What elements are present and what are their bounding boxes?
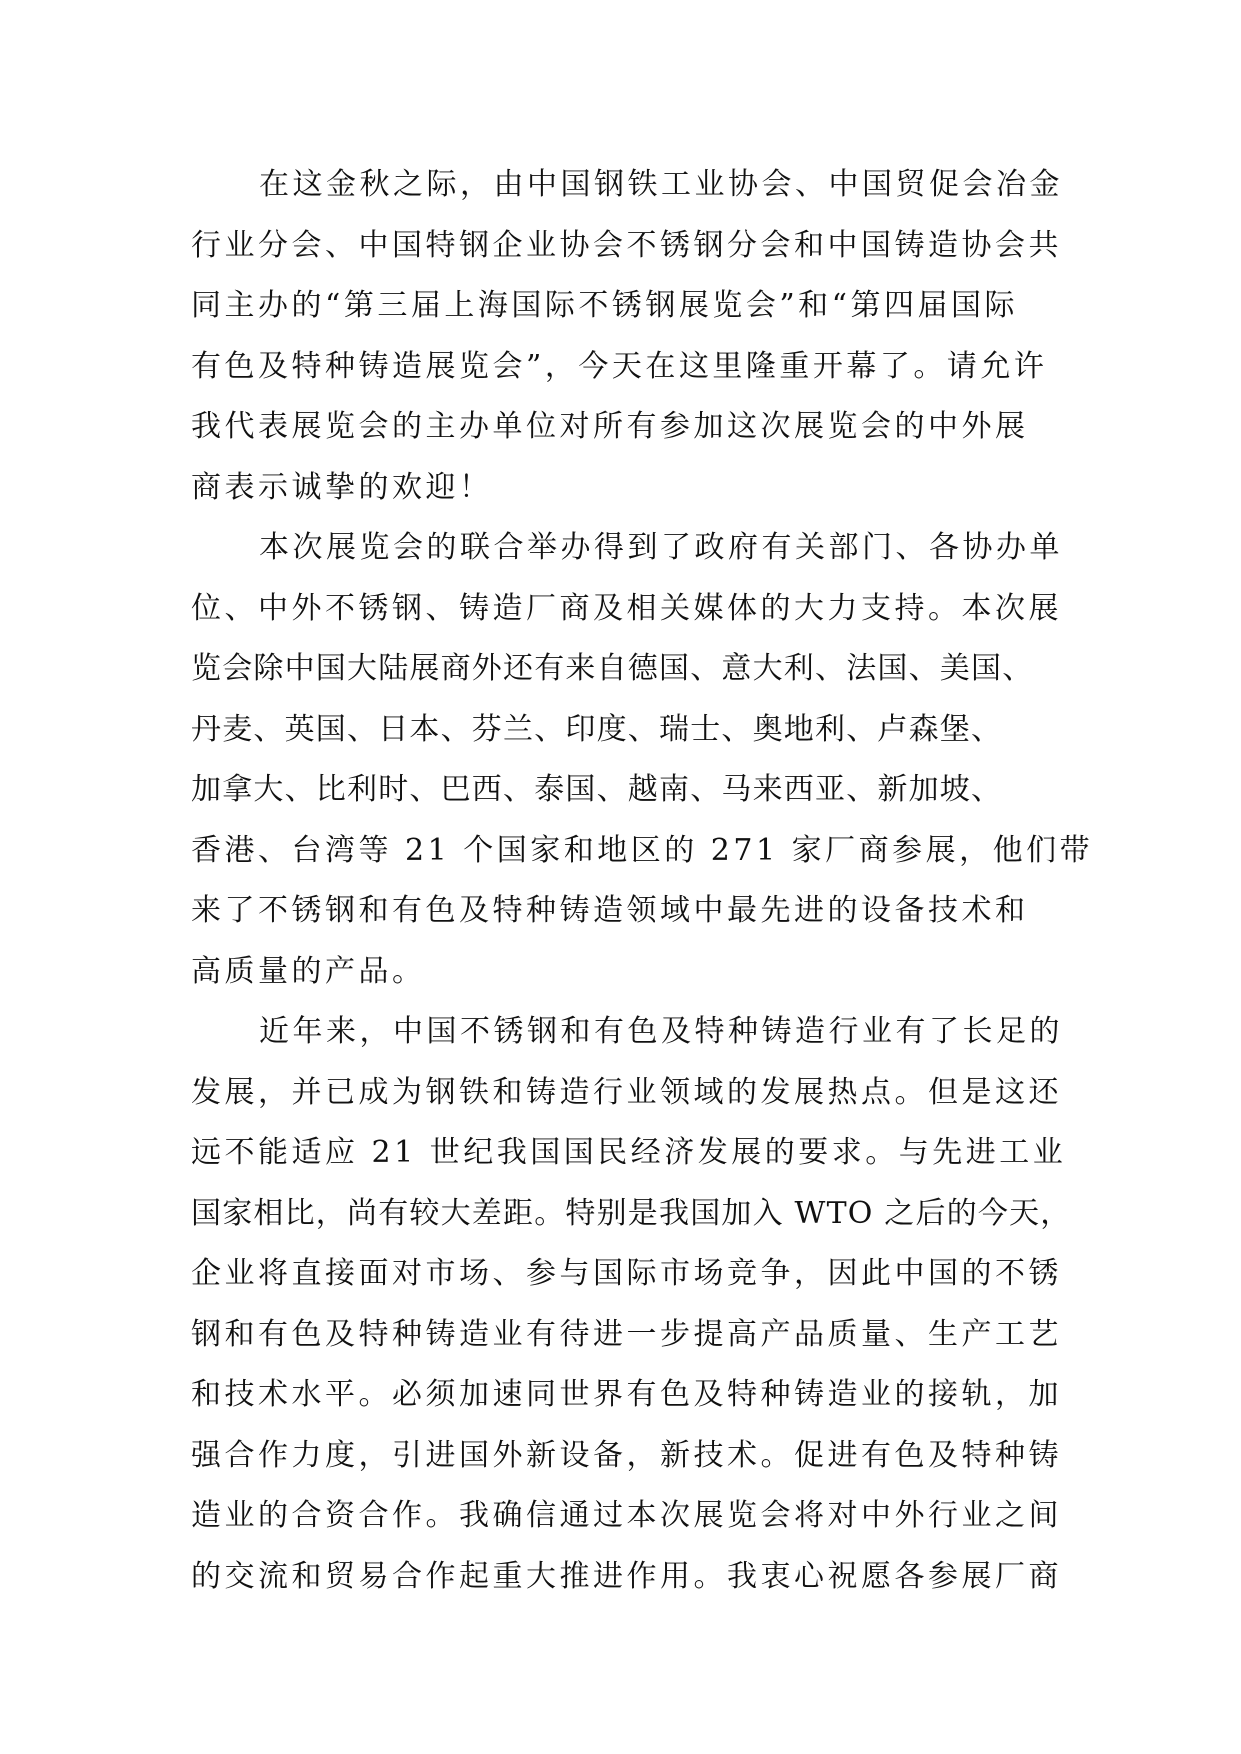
- text-line: 在这金秋之际，由中国钢铁工业协会、中国贸促会冶金: [259, 167, 1063, 202]
- text-line: 我代表展览会的主办单位对所有参加这次展览会的中外展: [191, 409, 1029, 444]
- paragraph-3: [191, 1002, 1241, 1607]
- text-line: 来了不锈钢和有色及特种铸造领域中最先进的设备技术和: [191, 893, 1029, 928]
- text-line: 发展，并已成为钢铁和铸造行业领域的发展热点。但是这还: [191, 1074, 1062, 1110]
- text-line: 的交流和贸易合作起重大推进作用。我衷心祝愿各参展厂商: [191, 1558, 1062, 1594]
- text-line: 商表示诚挚的欢迎！: [191, 469, 493, 505]
- text-line: 丹麦、英国、日本、芬兰、印度、瑞士、奥地利、卢森堡、: [191, 711, 1003, 747]
- text-line: 国家相比，尚有较大差距。特别是我国加入 WTO 之后的今天，: [191, 1195, 1072, 1231]
- text-line: 有色及特种铸造展览会”，今天在这里隆重开幕了。请允许: [191, 348, 1048, 384]
- text-line: 企业将直接面对市场、参与国际市场竞争，因此中国的不锈: [191, 1256, 1062, 1291]
- document-body: [191, 155, 1241, 1607]
- text-line: 钢和有色及特种铸造业有待进一步提高产品质量、生产工艺: [191, 1316, 1062, 1352]
- paragraph-1: [191, 155, 1241, 518]
- text-line: 本次展览会的联合举办得到了政府有关部门、各协办单: [259, 530, 1063, 565]
- text-line: 香港、台湾等 21 个国家和地区的 271 家厂商参展，他们带: [191, 832, 1094, 868]
- text-line: 行业分会、中国特钢企业协会不锈钢分会和中国铸造协会共: [191, 227, 1062, 263]
- text-line: 览会除中国大陆展商外还有来自德国、意大利、法国、美国、: [191, 651, 1034, 686]
- text-line: 造业的合资合作。我确信通过本次展览会将对中外行业之间: [191, 1498, 1062, 1533]
- text-line: 强合作力度，引进国外新设备，新技术。促进有色及特种铸: [191, 1437, 1062, 1473]
- text-line: 和技术水平。必须加速同世界有色及特种铸造业的接轨，加: [191, 1377, 1062, 1412]
- text-line: 远不能适应 21 世纪我国国民经济发展的要求。与先进工业: [191, 1135, 1067, 1170]
- text-line: 位、中外不锈钢、铸造厂商及相关媒体的大力支持。本次展: [191, 590, 1062, 626]
- text-line: 高质量的产品。: [191, 953, 426, 989]
- text-line: 近年来，中国不锈钢和有色及特种铸造行业有了长足的: [259, 1014, 1063, 1049]
- text-line: 同主办的“第三届上海国际不锈钢展览会”和“第四届国际: [191, 288, 1019, 323]
- text-line: 加拿大、比利时、巴西、泰国、越南、马来西亚、新加坡、: [191, 772, 1003, 807]
- paragraph-2: [191, 518, 1241, 1002]
